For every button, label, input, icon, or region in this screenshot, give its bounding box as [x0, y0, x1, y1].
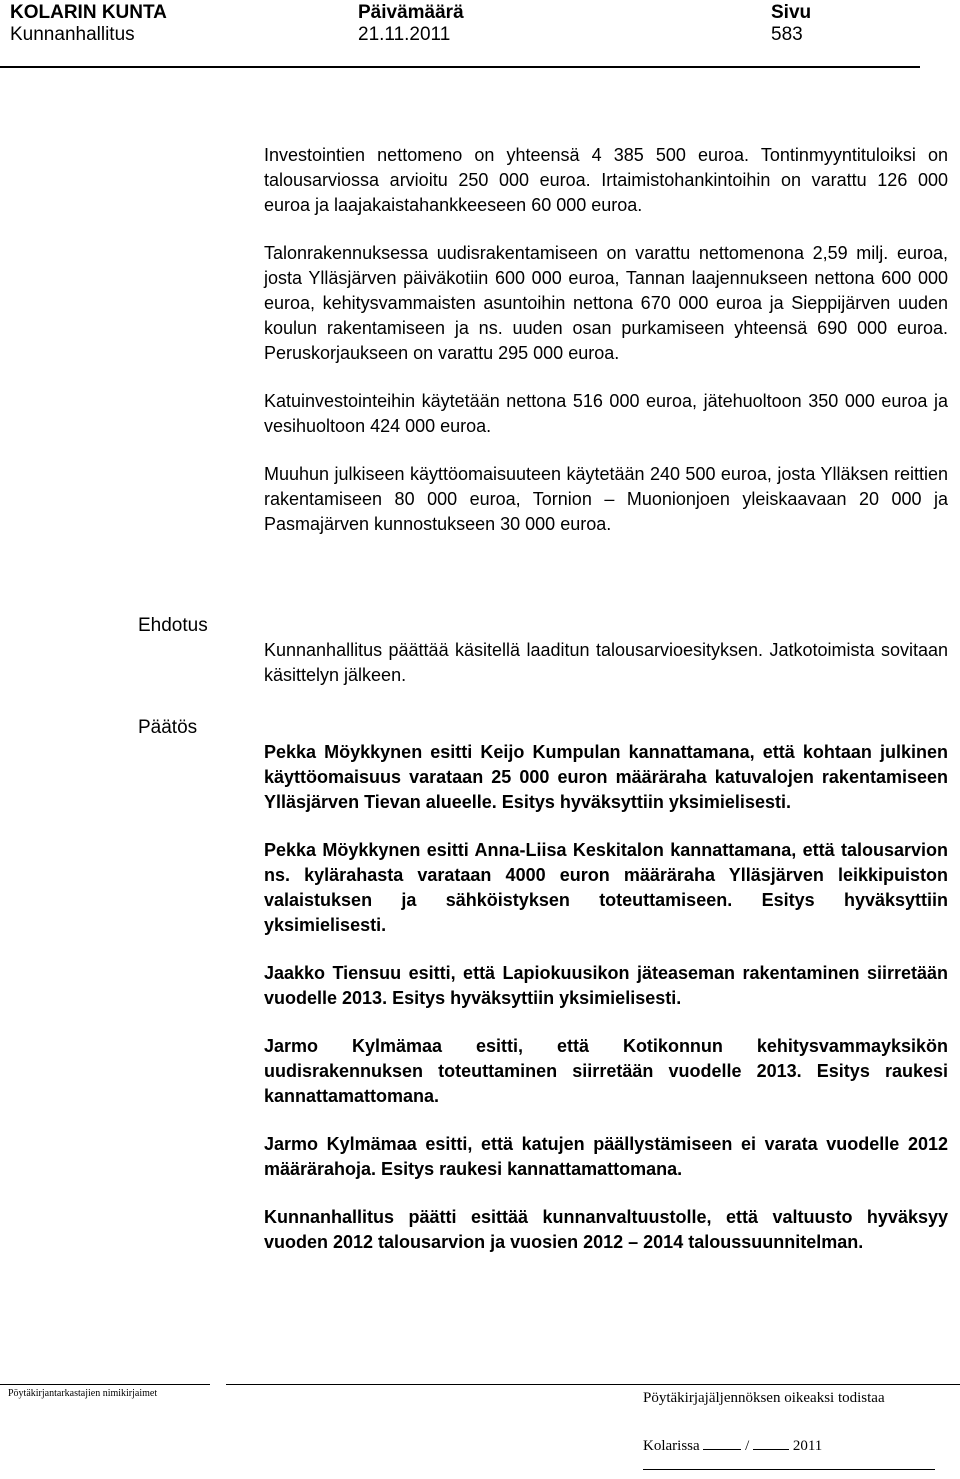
footer-signature-rule	[643, 1469, 935, 1470]
footer-slash: /	[745, 1438, 750, 1454]
footer-divider-right	[226, 1384, 960, 1385]
paatos-section	[264, 740, 948, 1255]
paatos-label: Päätös	[138, 717, 198, 738]
decision-paragraph: Jarmo Kylmämaa esitti, että Kotikonnun kehitysvammayksikön uudisrakennuksen toteuttaminen siirretään vuodelle 2013. Esitys raukesi kannattamattomana.	[264, 1036, 948, 1106]
decision-paragraph: Kunnanhallitus päätti esittää kunnanvaltuustolle, että valtuusto hyväksyy vuoden 2012 talousarvion ja vuosien 2012 – 2014 taloussuunnitelman.	[264, 1207, 948, 1252]
paragraph: Muuhun julkiseen käyttöomaisuuteen käytetään 240 500 euroa, josta Ylläksen reittien rakentamiseen 80 000 euroa, Tornion – Muonionjoen yleiskaavaan 20 000 ja Pasmajärven kunnostukseen 30 000 euroa.	[264, 464, 948, 534]
budget-description	[264, 143, 948, 537]
ehdotus-text: Kunnanhallitus päättää käsitellä laaditun talousarvioesityksen. Jatkotoimista sovitaan käsittelyn jälkeen.	[264, 640, 948, 685]
paragraph: Katuinvestointeihin käytetään nettona 516 000 euroa, jätehuoltoon 350 000 euroa ja vesihuoltoon 424 000 euroa.	[264, 391, 948, 436]
footer-signature-line	[643, 1435, 822, 1455]
decision-paragraph: Jaakko Tiensuu esitti, että Lapiokuusikon jäteaseman rakentaminen siirretään vuodelle 2013. Esitys hyväksyttiin yksimielisesti.	[264, 963, 948, 1008]
paragraph: Talonrakennuksessa uudisrakentamiseen on varattu nettomenona 2,59 milj. euroa, josta Ylläsjärven päiväkotiin 600 000 euroa, Tannan laajennukseen nettona 600 000 euroa, kehitysvammaisten asuntoihin nettona 670 000 euroa ja Sieppijärven uuden koulun rakentamiseen ja ns. uuden osan purkamiseen yhteensä 690 000 euroa. Peruskorjaukseen on varattu 295 000 euroa.	[264, 243, 948, 363]
page-label: Sivu	[771, 2, 812, 23]
footer-year: 2011	[792, 1438, 823, 1454]
day-blank	[703, 1435, 741, 1450]
date-value: 21.11.2011	[358, 24, 451, 45]
month-blank	[753, 1435, 789, 1450]
organization-name: KOLARIN KUNTA	[10, 2, 167, 23]
page-header	[0, 0, 960, 70]
paragraph: Investointien nettomeno on yhteensä 4 385 500 euroa. Tontinmyyntituloiksi on talousarviossa arvioitu 250 000 euroa. Irtaimistohankintoihin on varattu 126 000 euroa ja laajakaistahankkeeseen 60 000 euroa.	[264, 145, 948, 215]
decision-paragraph: Pekka Möykkynen esitti Anna-Liisa Keskitalon kannattamana, että talousarvion ns. kylärahasta varataan 4000 euron määräraha Ylläsjärven leikkipuiston valaistuksen ja sähköistyksen toteuttamiseen. Esitys hyväksyttiin yksimielisesti.	[264, 840, 948, 935]
footer-left-label: Pöytäkirjantarkastajien nimikirjaimet	[8, 1388, 158, 1399]
decision-paragraph: Pekka Möykkynen esitti Keijo Kumpulan kannattamana, että kohtaan julkinen käyttöomaisuus varataan 25 000 euron määräraha katuvalojen rakentamiseen Ylläsjärven Tievan alueelle. Esitys hyväksyttiin yksimielisesti.	[264, 742, 948, 812]
footer-right-label: Pöytäkirjajäljennöksen oikeaksi todistaa	[643, 1390, 885, 1406]
decision-paragraph: Jarmo Kylmämaa esitti, että katujen päällystämiseen ei varata vuodelle 2012 määrärahoja. Esitys raukesi kannattamattomana.	[264, 1134, 948, 1179]
ehdotus-label: Ehdotus	[138, 615, 208, 636]
body-name: Kunnanhallitus	[10, 24, 135, 45]
footer-divider-left	[0, 1384, 210, 1385]
footer-place: Kolarissa	[643, 1438, 700, 1454]
ehdotus-section	[264, 638, 948, 688]
page-number: 583	[771, 24, 803, 45]
header-divider	[0, 66, 920, 68]
date-label: Päivämäärä	[358, 2, 464, 23]
